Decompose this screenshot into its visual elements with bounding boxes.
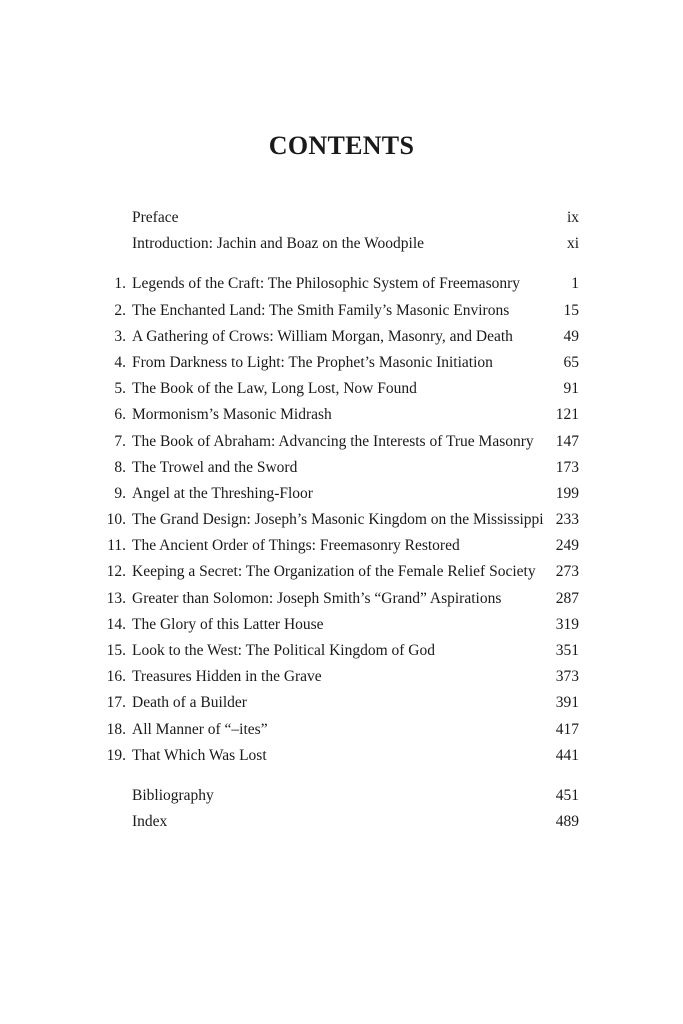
page-title: CONTENTS [268, 131, 415, 160]
page-number: 233 [555, 511, 579, 529]
page-number: xi [566, 235, 579, 253]
entry-title: Greater than Solomon: Joseph Smith’s “Grand” Aspirations [132, 589, 502, 607]
chapter-number: 6. [114, 406, 126, 424]
entry-title: Death of a Builder [132, 694, 247, 712]
toc-entry [0, 205, 683, 231]
page-number: 249 [555, 537, 579, 555]
entry-title: The Grand Design: Joseph’s Masonic Kingdom on the Mississippi [132, 511, 544, 529]
entry-title: Preface [132, 209, 179, 226]
toc-entry [0, 664, 683, 690]
page-number: 173 [555, 458, 579, 476]
page-number: 489 [555, 813, 579, 831]
entry-title: From Darkness to Light: The Prophet’s Masonic Initiation [132, 353, 493, 371]
chapter-number: 3. [114, 327, 126, 345]
chapter-number: 15. [106, 642, 126, 659]
toc-entry [0, 690, 683, 716]
page-number: 417 [555, 720, 579, 738]
chapter-number: 11. [107, 537, 126, 555]
page-number: 1 [571, 275, 579, 293]
toc-entry [0, 481, 683, 507]
page-number: 65 [563, 353, 579, 371]
section-gap [0, 769, 683, 783]
toc-entry [0, 783, 683, 809]
chapter-number: 14. [106, 615, 126, 633]
page-number: 451 [555, 786, 579, 804]
chapter-number: 19. [106, 746, 126, 764]
chapter-number: 16. [106, 668, 126, 686]
entry-title: The Enchanted Land: The Smith Family’s Masonic Environs [132, 301, 510, 319]
toc-entry [0, 638, 683, 664]
toc-entry [0, 298, 683, 324]
page-number: 121 [555, 406, 579, 424]
page-number: 15 [563, 301, 579, 319]
toc-entry [0, 271, 683, 297]
section-gap [0, 257, 683, 271]
chapter-number: 10. [106, 511, 126, 529]
chapter-number: 18. [106, 720, 126, 738]
entry-title: Legends of the Craft: The Philosophic System of Freemasonry [132, 275, 521, 293]
entry-title: Treasures Hidden in the Grave [132, 668, 322, 686]
entry-title: The Book of the Law, Long Lost, Now Found [132, 380, 417, 398]
entry-title: Bibliography [132, 786, 214, 804]
toc-entry [0, 717, 683, 743]
chapter-number: 2. [114, 301, 126, 319]
front-matter-list [0, 205, 683, 257]
entry-title: A Gathering of Crows: William Morgan, Masonry, and Death [132, 327, 513, 345]
page-number: 273 [555, 563, 579, 581]
toc-entry [0, 231, 683, 257]
page-number: 441 [555, 746, 579, 764]
page-number: 199 [555, 484, 579, 502]
toc-entry [0, 429, 683, 455]
entry-title: Look to the West: The Political Kingdom of God [132, 642, 435, 659]
page-number: 287 [555, 589, 579, 607]
page-number: 147 [555, 432, 579, 450]
toc-entry [0, 533, 683, 559]
entry-title: That Which Was Lost [132, 746, 267, 764]
entry-title: The Ancient Order of Things: Freemasonry Restored [132, 537, 460, 555]
entry-title: The Book of Abraham: Advancing the Interests of True Masonry [132, 432, 534, 450]
entry-title: Angel at the Threshing-Floor [132, 484, 313, 502]
toc-entry [0, 324, 683, 350]
entry-title: The Glory of this Latter House [132, 615, 324, 633]
entry-title: Mormonism’s Masonic Midrash [132, 406, 332, 424]
page-number: 319 [555, 615, 579, 633]
toc-entry [0, 350, 683, 376]
toc-entry [0, 455, 683, 481]
chapter-number: 12. [106, 563, 126, 581]
toc-entry [0, 559, 683, 585]
toc-entry [0, 376, 683, 402]
page-number: ix [566, 209, 579, 226]
chapter-number: 13. [106, 589, 126, 607]
chapter-number: 1. [114, 275, 126, 293]
toc-entry [0, 586, 683, 612]
toc-entry [0, 743, 683, 769]
back-matter-list [0, 783, 683, 835]
entry-title: All Manner of “–ites” [132, 720, 268, 738]
toc-entry [0, 612, 683, 638]
toc-entry [0, 809, 683, 835]
chapter-number: 9. [114, 484, 126, 502]
chapter-number: 4. [114, 353, 126, 371]
page-number: 91 [563, 380, 579, 398]
page-number: 391 [555, 694, 579, 712]
chapter-number: 5. [114, 380, 126, 398]
table-of-contents [0, 205, 683, 835]
toc-entry [0, 507, 683, 533]
entry-title: The Trowel and the Sword [132, 458, 298, 476]
page-number: 373 [555, 668, 579, 686]
entry-title: Index [132, 813, 168, 831]
chapter-number: 7. [114, 432, 126, 450]
chapter-number: 17. [106, 694, 126, 712]
chapter-number: 8. [114, 458, 126, 476]
entry-title: Keeping a Secret: The Organization of the Female Relief Society [132, 563, 536, 581]
chapter-list [0, 271, 683, 769]
page-number: 351 [555, 642, 579, 659]
page-number: 49 [563, 327, 579, 345]
toc-entry [0, 402, 683, 428]
entry-title: Introduction: Jachin and Boaz on the Woodpile [132, 235, 425, 253]
